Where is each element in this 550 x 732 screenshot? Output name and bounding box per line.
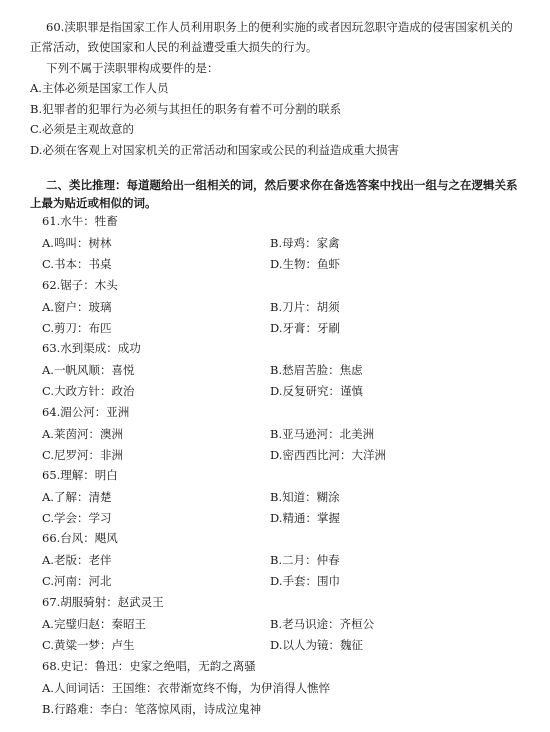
q61-option-b: B.母鸡：家禽: [270, 236, 340, 250]
q62-option-c: C.剪刀：布匹: [42, 321, 112, 335]
q66-stem: 66.台风：飓风: [42, 531, 118, 545]
q67-option-d: D.以人为镜：魏征: [270, 638, 363, 652]
q67-option-a: A.完璧归赵：秦昭王: [42, 617, 146, 631]
q66-option-c: C.河南：河北: [42, 574, 112, 588]
q61-option-a: A.鸣叫：树林: [42, 236, 112, 250]
section2-heading-line1: 二、类比推理：每道题给出一组相关的词，然后要求你在备选答案中找出一组与之在逻辑关系: [46, 178, 518, 192]
q68-option-b: B.行路难：李白：笔落惊风雨，诗成泣鬼神: [42, 702, 262, 716]
q63-option-c: C.大政方针：政治: [42, 384, 135, 398]
q62-option-b: B.刀片：胡须: [270, 300, 340, 314]
q66-option-b: B.二月：仲春: [270, 553, 340, 567]
q67-stem: 67.胡服骑射：赵武灵王: [42, 595, 164, 609]
q63-option-a: A.一帆风顺：喜悦: [42, 363, 135, 377]
q67-option-b: B.老马识途：齐桓公: [270, 617, 375, 631]
q67-option-c: C.黄粱一梦：卢生: [42, 638, 135, 652]
q62-stem: 62.锯子：木头: [42, 278, 118, 292]
q60-text-line1: 60.渎职罪是指国家工作人员利用职务上的便利实施的或者因玩忽职守造成的侵害国家机关的: [46, 20, 513, 34]
q61-option-d: D.生物：鱼虾: [270, 257, 340, 271]
q64-option-d: D.密西西比河：大洋洲: [270, 448, 386, 462]
q61-option-c: C.书本：书桌: [42, 257, 112, 271]
q65-option-b: B.知道：糊涂: [270, 490, 340, 504]
q64-stem: 64.湄公河：亚洲: [42, 405, 130, 419]
q66-option-a: A.老版：老伴: [42, 553, 112, 567]
q61-stem: 61.水牛：牲畜: [42, 214, 118, 228]
q62-option-a: A.窗户：玻璃: [42, 300, 112, 314]
q64-option-a: A.莱茵河：澳洲: [42, 427, 123, 441]
q60-prompt: 下列不属于渎职罪构成要件的是：: [46, 61, 219, 75]
q65-stem: 65.理解：明白: [42, 468, 118, 482]
q60-option-c: C.必须是主观故意的: [30, 122, 135, 136]
q65-option-d: D.精通：掌握: [270, 511, 340, 525]
q64-option-c: C.尼罗河：非洲: [42, 448, 124, 462]
q63-option-d: D.反复研究：谨慎: [270, 384, 363, 398]
q64-option-b: B.亚马逊河：北美洲: [270, 427, 375, 441]
q63-stem: 63.水到渠成：成功: [42, 341, 141, 355]
q62-option-d: D.牙膏：牙刷: [270, 321, 340, 335]
q65-option-a: A.了解：清楚: [42, 490, 112, 504]
q60-option-a: A.主体必须是国家工作人员: [30, 81, 169, 95]
q60-text-line2: 正常活动，致使国家和人民的利益遭受重大损失的行为。: [30, 40, 318, 54]
q66-option-d: D.手套：围巾: [270, 574, 340, 588]
q63-option-b: B.愁眉苦脸：焦虑: [270, 363, 363, 377]
section2-heading-line2: 上最为贴近或相似的词。: [30, 196, 157, 210]
q60-option-d: D.必须在客观上对国家机关的正常活动和国家或公民的利益造成重大损害: [30, 143, 399, 157]
q68-stem: 68.史记：鲁迅：史家之绝唱，无韵之离骚: [42, 659, 256, 673]
q65-option-c: C.学会：学习: [42, 511, 112, 525]
q60-option-b: B.犯罪者的犯罪行为必须与其担任的职务有着不可分割的联系: [30, 102, 342, 116]
q68-option-a: A.人间词话：王国维：衣带渐宽终不悔，为伊消得人憔悴: [42, 681, 330, 695]
